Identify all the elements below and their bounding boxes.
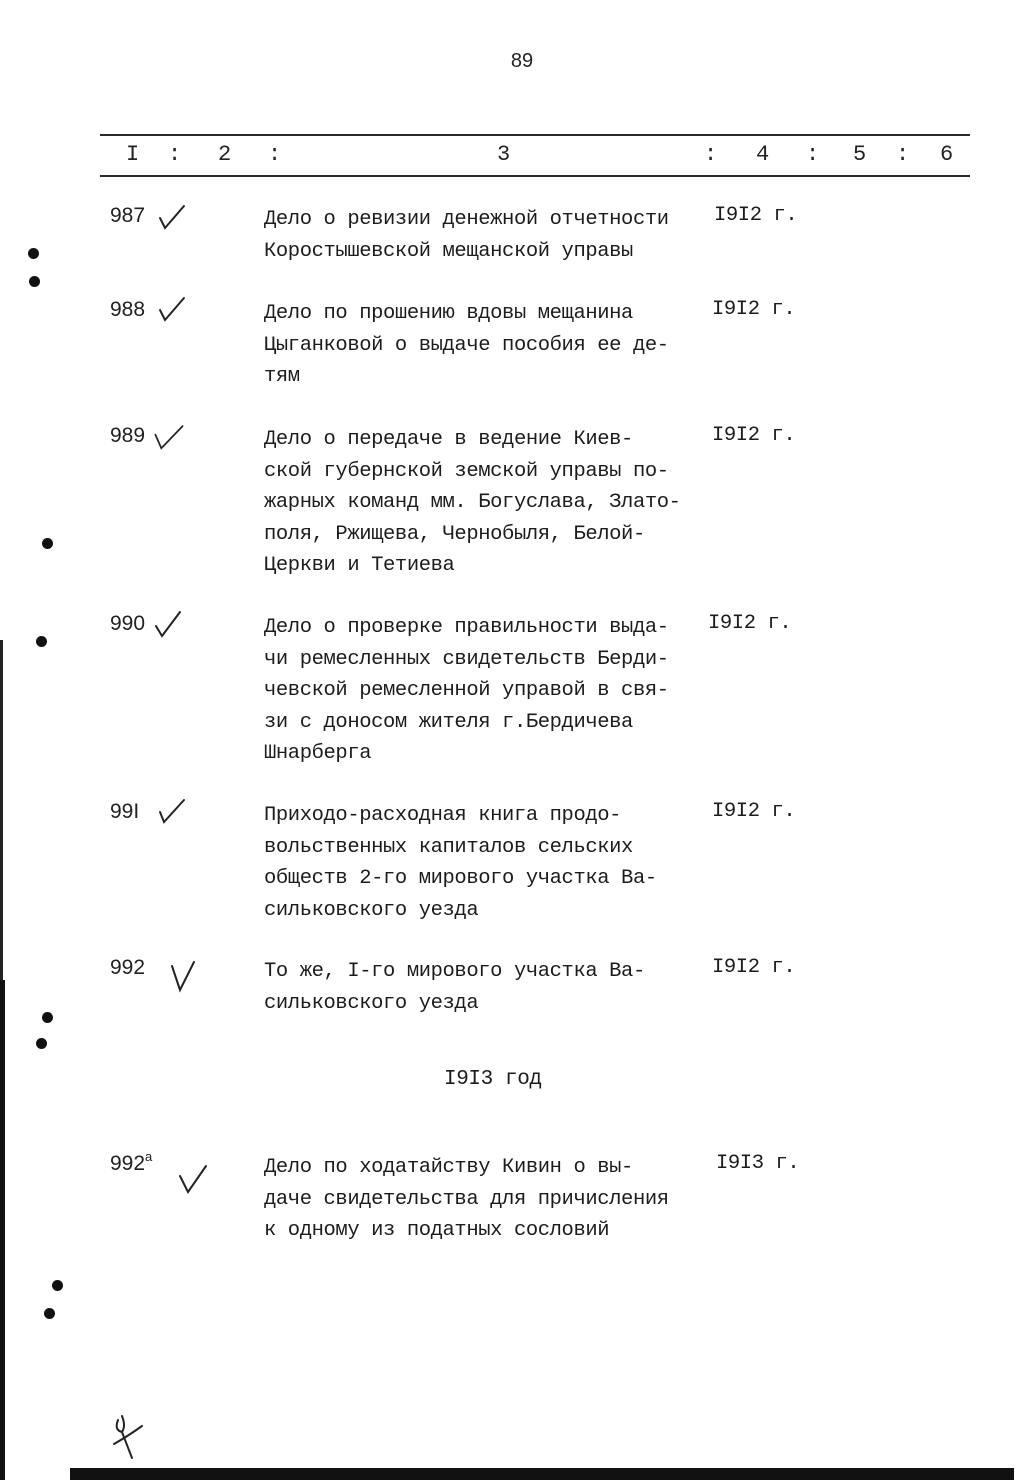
description-line: чевской ремесленной управой в свя-: [264, 679, 669, 702]
column-separator: :: [896, 142, 910, 167]
description-line: тям: [264, 365, 300, 388]
column-separator: :: [168, 142, 182, 167]
entry-year: I9I2 г.: [714, 204, 798, 227]
column-6-label: 6: [940, 142, 954, 167]
description-line: сильковского уезда: [264, 898, 479, 922]
entry-year: I9I3 г.: [716, 1152, 800, 1175]
entry-year: I9I2 г.: [712, 424, 796, 447]
checkmark-icon: [156, 796, 190, 832]
checkmark-icon: [156, 200, 190, 236]
description-line: Приходо-расходная книга продо-: [264, 804, 622, 827]
description-line: чи ремесленных свидетельств Берди-: [264, 647, 669, 671]
entry-number: 987: [110, 204, 146, 227]
entry-number: 988: [110, 298, 146, 321]
scan-edge-left-dark: [0, 980, 5, 1480]
column-separator: :: [268, 142, 282, 167]
page-number: 89: [510, 50, 534, 72]
checkmark-icon: [168, 958, 202, 994]
punch-hole-icon: [42, 1012, 53, 1023]
description-line: Цыганковой о выдаче пособия ее де-: [264, 333, 669, 357]
header-top-rule: [100, 134, 970, 136]
punch-hole-icon: [28, 248, 39, 259]
description-line: Дело по прошению вдовы мещанина: [264, 302, 633, 325]
entry-year: I9I2 г.: [708, 612, 792, 635]
entry-number-suffix: а: [145, 1149, 153, 1164]
description-line: поля, Ржищева, Чернобыля, Белой-: [264, 522, 645, 546]
description-line: к одному из податных сословий: [264, 1219, 610, 1242]
entry-year: I9I2 г.: [712, 956, 796, 979]
entry-description: [264, 1152, 669, 1247]
description-line: сильковского уезда: [264, 991, 479, 1015]
entry-description: [264, 424, 681, 582]
punch-hole-icon: [42, 538, 53, 549]
entry-description: [264, 800, 657, 926]
entry-number: [110, 1149, 153, 1176]
checkmark-icon: [152, 420, 186, 456]
description-line: Шнарберга: [264, 742, 372, 765]
punch-hole-icon: [36, 636, 47, 647]
column-4-label: 4: [756, 142, 770, 167]
description-line: Дело о передаче в ведение Киев-: [264, 428, 633, 451]
entry-number: 99I: [110, 800, 140, 823]
entry-description: [264, 956, 645, 1019]
punch-hole-icon: [36, 1038, 47, 1049]
column-2-label: 2: [218, 142, 232, 167]
entry-year: I9I2 г.: [712, 800, 796, 823]
column-separator: :: [806, 142, 820, 167]
column-3-label: 3: [497, 142, 511, 167]
description-line: Дело о ревизии денежной отчетности: [264, 208, 669, 231]
entry-description: [264, 298, 669, 393]
description-line: обществ 2-го мирового участка Ва-: [264, 867, 657, 890]
column-separator: :: [704, 142, 718, 167]
description-line: зи с доносом жителя г.Бердичева: [264, 710, 633, 734]
entry-number-main: 992: [110, 1152, 146, 1175]
description-line: вольственных капиталов сельских: [264, 835, 633, 859]
description-line: даче свидетельства для причисления: [264, 1187, 669, 1211]
header-bottom-rule: [100, 175, 970, 177]
entry-description: [264, 612, 669, 770]
description-line: ской губернской земской управы по-: [264, 459, 669, 483]
entry-number: 990: [110, 612, 146, 635]
column-1-label: I: [126, 142, 140, 167]
description-line: Дело по ходатайству Кивин о вы-: [264, 1156, 633, 1179]
entry-number: 989: [110, 424, 146, 447]
punch-hole-icon: [44, 1308, 55, 1319]
checkmark-icon: [176, 1162, 210, 1198]
description-line: Коростышевской мещанской управы: [264, 239, 633, 263]
description-line: Дело о проверке правильности выда-: [264, 616, 669, 639]
signature-icon: [108, 1408, 148, 1468]
entry-number: 992: [110, 956, 146, 979]
punch-hole-icon: [29, 276, 40, 287]
checkmark-icon: [156, 294, 190, 330]
description-line: Церкви и Тетиева: [264, 554, 455, 577]
description-line: То же, I-го мирового участка Ва-: [264, 960, 645, 983]
description-line: жарных команд мм. Богуслава, Злато-: [264, 491, 681, 514]
entry-description: [264, 204, 669, 267]
scan-edge-bottom: [70, 1468, 1014, 1480]
punch-hole-icon: [52, 1280, 63, 1291]
checkmark-icon: [152, 608, 186, 644]
entry-year: I9I2 г.: [712, 298, 796, 321]
section-heading-year: I9I3 год: [444, 1068, 542, 1091]
column-5-label: 5: [853, 142, 867, 167]
